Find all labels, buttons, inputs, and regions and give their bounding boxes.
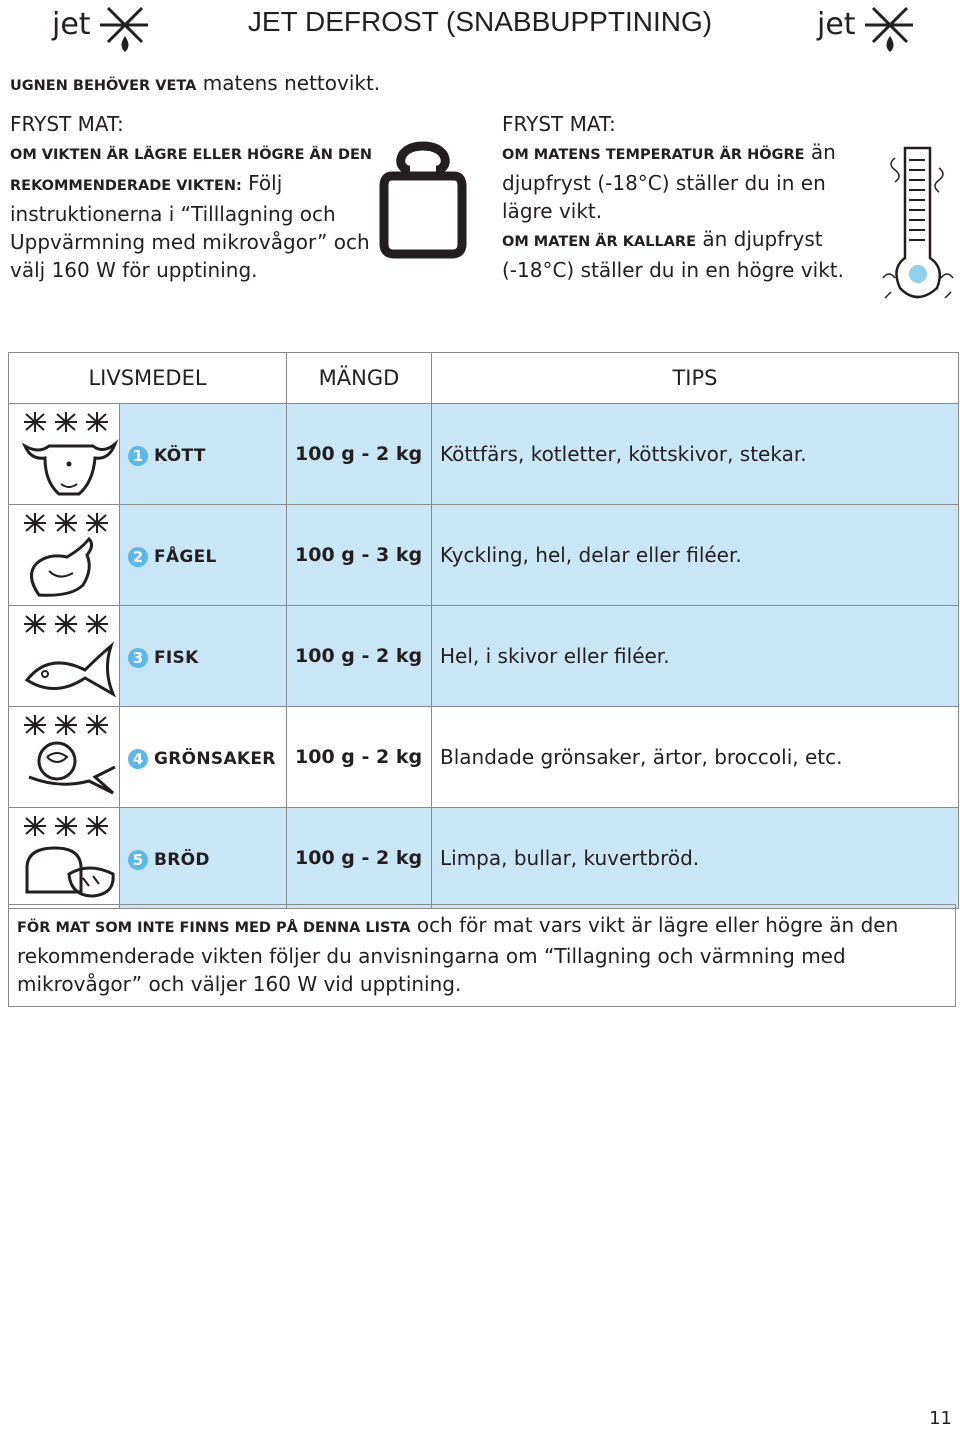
tips-cell: Blandade grönsaker, ärtor, broccoli, etc.	[432, 707, 959, 808]
amount-cell: 100 g - 2 kg	[287, 606, 432, 707]
food-name-cell	[120, 808, 287, 909]
tips-cell: Limpa, bullar, kuvertbröd.	[432, 808, 959, 909]
row-number-badge: 2	[128, 547, 148, 567]
footer-instruction: och för mat vars vikt är lägre eller högre än den rekommenderade vikten följer du anvisningarna om “Tillagning och värmning med mikrovågor” och väljer 160 W vid upptining.	[17, 913, 899, 996]
table-header-row	[9, 353, 959, 404]
right-instruction-block	[502, 110, 877, 284]
table-row	[9, 606, 959, 707]
vegetable-icon	[19, 737, 119, 801]
food-name: FISK	[154, 648, 199, 668]
right-condition-1: OM MATENS TEMPERATUR ÄR HÖGRE	[502, 147, 805, 163]
svg-text:jet: jet	[817, 7, 856, 42]
row-number-badge: 3	[128, 648, 148, 668]
food-name-cell	[120, 606, 287, 707]
left-instruction-block	[10, 110, 380, 284]
left-condition: OM VIKTEN ÄR LÄGRE ELLER HÖGRE ÄN DEN REKOMMENDERADE VIKTEN:	[10, 147, 373, 194]
page-number: 11	[929, 1408, 952, 1429]
right-condition-2: OM MATEN ÄR KALLARE	[502, 234, 696, 250]
freeze-stars-icon	[23, 511, 113, 535]
header-tips: TIPS	[432, 353, 959, 404]
row-number-badge: 5	[128, 850, 148, 870]
fish-icon	[19, 636, 119, 700]
table-row	[9, 404, 959, 505]
table-row	[9, 808, 959, 909]
freeze-stars-icon	[23, 814, 113, 838]
food-name: BRÖD	[154, 850, 210, 870]
amount-cell: 100 g - 3 kg	[287, 505, 432, 606]
icon-cell	[9, 505, 120, 606]
food-name: KÖTT	[154, 446, 206, 466]
amount-cell: 100 g - 2 kg	[287, 404, 432, 505]
icon-cell	[9, 404, 120, 505]
defrost-table	[8, 352, 959, 909]
footer-note-box	[8, 904, 956, 1007]
header-livsmedel: LIVSMEDEL	[9, 353, 287, 404]
tips-cell: Hel, i skivor eller filéer.	[432, 606, 959, 707]
jet-logo-right	[815, 2, 915, 58]
icon-cell	[9, 707, 120, 808]
footer-condition: FÖR MAT SOM INTE FINNS MED PÅ DENNA LISTA	[17, 920, 411, 936]
page-title: JET DEFROST (SNABBUPPTINING)	[247, 6, 713, 37]
right-instruction-1: än djupfryst (-18°C) ställer du in en lägre vikt.	[502, 140, 836, 223]
food-name: GRÖNSAKER	[154, 749, 276, 769]
thermometer-icon	[875, 138, 960, 308]
table-row	[9, 707, 959, 808]
food-name-cell	[120, 707, 287, 808]
icon-cell	[9, 606, 120, 707]
chicken-icon	[19, 535, 119, 599]
food-name-cell	[120, 404, 287, 505]
amount-cell: 100 g - 2 kg	[287, 707, 432, 808]
freeze-stars-icon	[23, 410, 113, 434]
weight-icon	[378, 140, 468, 262]
table-row	[9, 505, 959, 606]
intro-note	[10, 70, 380, 100]
freeze-stars-icon	[23, 713, 113, 737]
svg-text:jet: jet	[52, 7, 91, 42]
row-number-badge: 4	[128, 749, 148, 769]
row-number-badge: 1	[128, 446, 148, 466]
left-heading: FRYST MAT:	[10, 112, 124, 136]
bread-icon	[19, 838, 119, 902]
tips-cell: Köttfärs, kotletter, köttskivor, stekar.	[432, 404, 959, 505]
icon-cell	[9, 808, 120, 909]
tips-cell: Kyckling, hel, delar eller filéer.	[432, 505, 959, 606]
left-instruction: Följ instruktionerna i “Tilllagning och Uppvärmning med mikrovågor” och välj 160 W för upptining.	[10, 171, 370, 282]
amount-cell: 100 g - 2 kg	[287, 808, 432, 909]
intro-rest: matens nettovikt.	[196, 71, 381, 95]
intro-lead: UGNEN BEHÖVER VETA	[10, 78, 197, 94]
right-heading: FRYST MAT:	[502, 112, 616, 136]
header-mangd: MÄNGD	[287, 353, 432, 404]
food-name-cell	[120, 505, 287, 606]
cow-icon	[19, 434, 119, 498]
freeze-stars-icon	[23, 612, 113, 636]
food-name: FÅGEL	[154, 547, 217, 567]
right-instruction-2: än djupfryst (-18°C) ställer du in en högre vikt.	[502, 227, 844, 282]
